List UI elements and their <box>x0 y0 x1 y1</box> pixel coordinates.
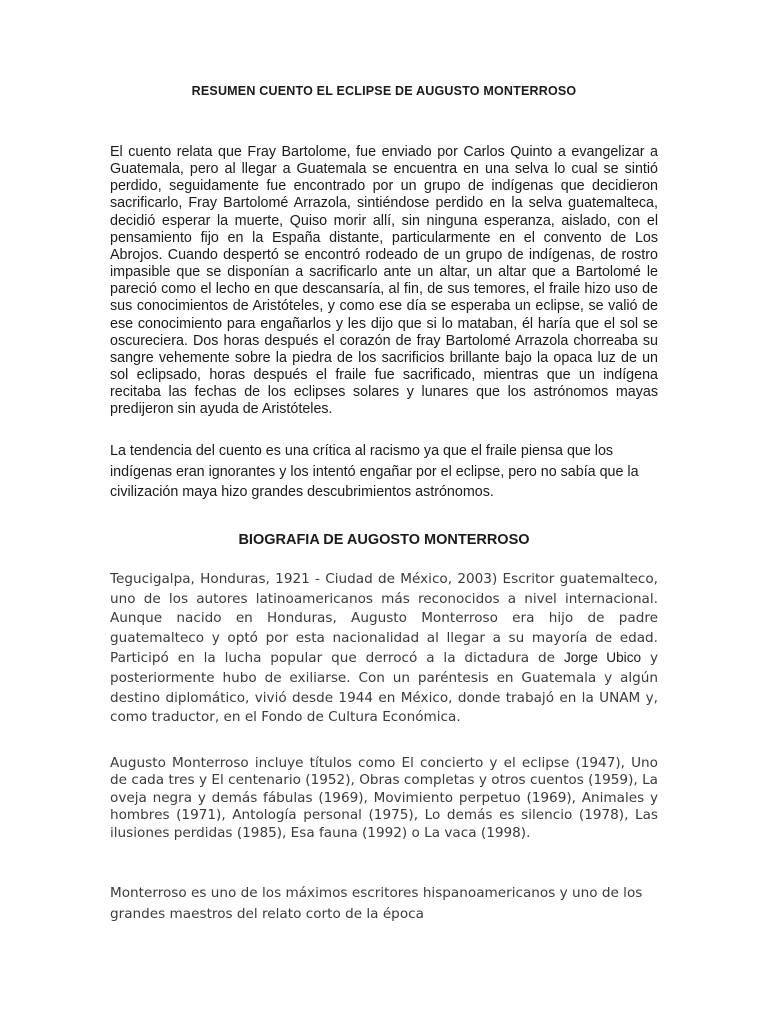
biography-text-end: y posteriormente hubo de exiliarse. Con un paréntesis en Guatemala y algún destino diplomático, vivió desde 1944 en México, donde trabajó en la UNAM y, como traductor, en el Fondo de Cultura Económica. <box>110 650 659 726</box>
biography-paragraph <box>110 570 658 728</box>
tendency-paragraph: La tendencia del cuento es una crítica al racismo ya que el fraile piensa que los indígenas eran ignorantes y los intentó engañar por el eclipse, pero no sabía que la civilización maya hizo grandes descubrimientos astrónomos. <box>110 443 639 500</box>
biography-title: BIOGRAFIA DE AUGOSTO MONTERROSO <box>238 532 530 548</box>
biography-text-start: Tegucigalpa, Honduras, 1921 - Ciudad de México, 2003) Escritor guatemalteco, uno de los autores latinoamericanos más reconocidos a nivel internacional. Aunque nacido en Honduras, Augusto Monterroso era hijo de padre guatemalteco y optó por esta nacionalidad al llegar a su mayoría de edad. Participó en la lucha popular que derrocó a la dictadura de <box>110 571 658 667</box>
closing-paragraph: Monterroso es uno de los máximos escritores hispanoamericanos y uno de los grandes maestros del relato corto de la época <box>110 885 643 922</box>
jorge-ubico-link[interactable]: Jorge Ubico <box>563 650 642 666</box>
works-paragraph: Augusto Monterroso incluye títulos como El concierto y el eclipse (1947), Uno de cada tres y El centenario (1952), Obras completas y otros cuentos (1959), La oveja negra y demás fábulas (1969), Movimiento perpetuo (1969), Animales y hombres (1971), Antología personal (1975), Lo demás es silencio (1978), Las ilusiones perdidas (1985), Esa fauna (1992) o La vaca (1998). <box>110 755 658 841</box>
summary-title: RESUMEN CUENTO EL ECLIPSE DE AUGUSTO MONTERROSO <box>191 84 577 98</box>
summary-paragraph: El cuento relata que Fray Bartolome, fue enviado por Carlos Quinto a evangelizar a Guatemala, pero al llegar a Guatemala se encuentra en una selva lo cual se sintió perdido, seguidamente fue encontrado por un grupo de indígenas que decidieron sacrificarlo, Fray Bartolomé Arrazola, sintiéndose perdido en la selva guatemalteca, decidió esperar la muerte, Quiso morir allí, sin ninguna esperanza, aislado, con el pensamiento fijo en la España distante, particularmente en el convento de Los Abrojos. Cuando despertó se encontró rodeado de un grupo de indígenas, de rostro impasible que se disponían a sacrificarlo ante un altar, un altar que a Bartolomé le pareció como el lecho en que descansaría, al fin, de sus temores, el fraile hizo uso de sus conocimientos de Aristóteles, y como ese día se esperaba un eclipse, se valió de ese conocimiento para engañarlos y les dijo que si lo mataban, él haría que el sol se oscureciera. Dos horas después el corazón de fray Bartolomé Arrazola chorreaba su sangre vehemente sobre la piedra de los sacrificios brillante bajo la opaca luz de un sol eclipsado, horas después el fraile fue sacrificado, mientras que un indígena recitaba las fechas de los eclipses solares y lunares que los astrónomos mayas predijeron sin ayuda de Aristóteles. <box>110 144 658 418</box>
